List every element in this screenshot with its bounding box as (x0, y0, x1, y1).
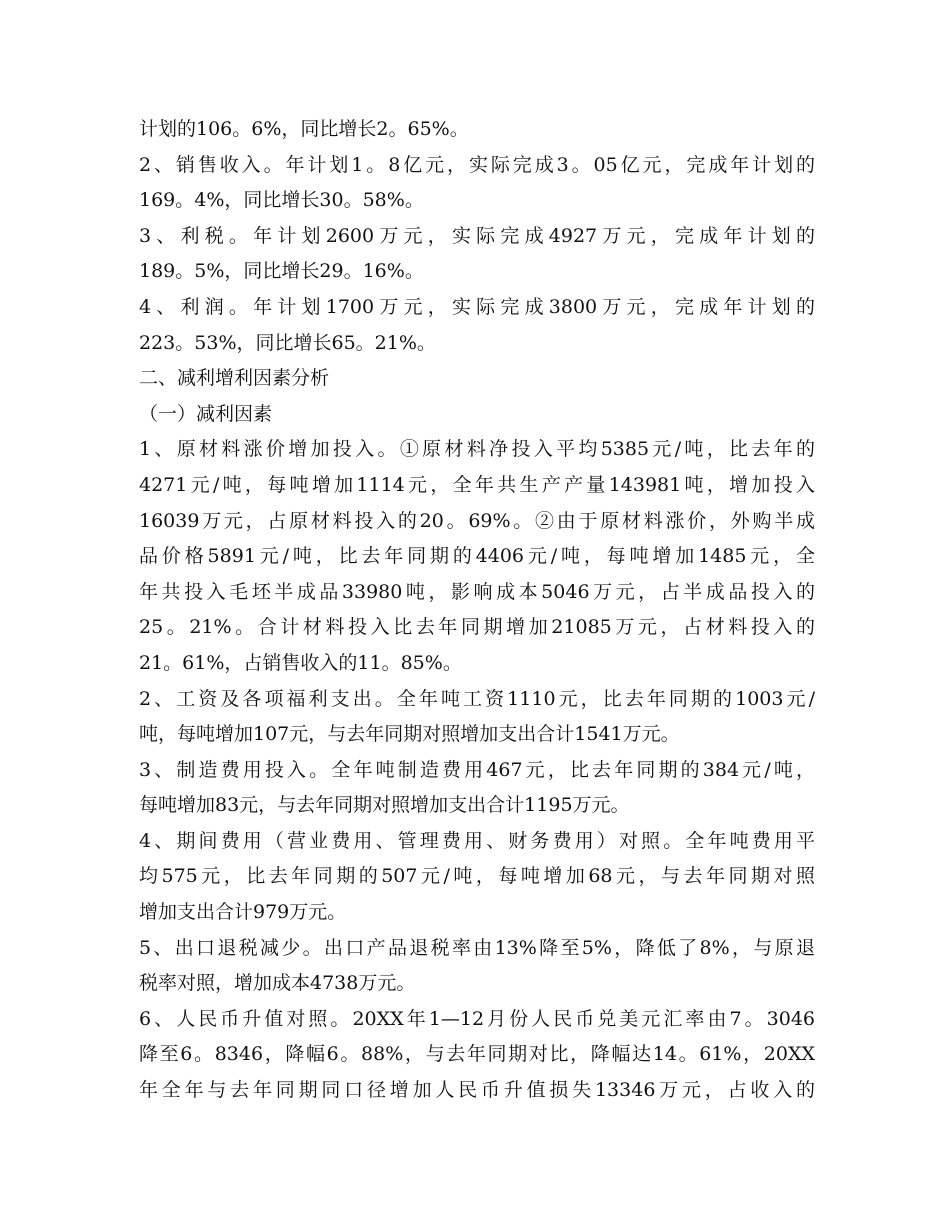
text-line: 计划的106。6%，同比增长2。65%。 (139, 118, 469, 140)
text-line: 降至6。8346，降幅6。88%，与去年同期对比，降幅达14。61%，20XX (139, 1043, 815, 1066)
text-line: 1、原材料涨价增加投入。①原材料净投入平均5385元/吨，比去年的 (139, 438, 815, 461)
text-line: 每吨增加83元，与去年同期对照增加支出合计1195万元。 (139, 794, 630, 817)
text-line: 169。4%，同比增长30。58%。 (139, 189, 424, 212)
text-line: 2、销售收入。年计划1。8亿元，实际完成3。05亿元，完成年计划的 (139, 153, 815, 176)
text-line: 4、利润。年计划1700万元，实际完成3800万元，完成年计划的 (139, 295, 815, 318)
text-line: 二、减利增利因素分析 (139, 367, 330, 390)
text-line: 189。5%，同比增长29。16%。 (139, 260, 424, 283)
text-line: 6、人民币升值对照。20XX年1—12月份人民币兑美元汇率由7。3046 (139, 1007, 815, 1030)
text-line: 5、出口退税减少。出口产品退税率由13%降至5%，降低了8%，与原退 (139, 936, 815, 959)
text-line: 吨，每吨增加107元，与去年同期对照增加支出合计1541万元。 (139, 723, 680, 746)
document-page (139, 112, 815, 1109)
text-line: 增加支出合计979万元。 (139, 901, 347, 924)
text-line: 21。61%，占销售收入的11。85%。 (139, 651, 462, 674)
text-line: 4271元/吨，每吨增加1114元，全年共生产产量143981吨，增加投入 (139, 473, 815, 496)
text-line: 16039万元，占原材料投入的20。69%。②由于原材料涨价，外购半成 (139, 509, 815, 532)
text-line: 均575元，比去年同期的507元/吨，每吨增加68元，与去年同期对照 (139, 865, 815, 888)
text-line: 年共投入毛坯半成品33980吨，影响成本5046万元，占半成品投入的 (139, 580, 815, 603)
text-line: 品价格5891元/吨，比去年同期的4406元/吨，每吨增加1485元，全 (139, 545, 815, 568)
text-line: 223。53%，同比增长65。21%。 (139, 331, 436, 354)
text-line: 4、期间费用（营业费用、管理费用、财务费用）对照。全年吨费用平 (139, 829, 815, 852)
text-line: 3、制造费用投入。全年吨制造费用467元，比去年同期的384元/吨， (139, 758, 815, 781)
text-line: 3、利税。年计划2600万元，实际完成4927万元，完成年计划的 (139, 224, 815, 247)
text-line: （一）减利因素 (139, 402, 273, 425)
text-line: 25。21%。合计材料投入比去年同期增加21085万元，占材料投入的 (139, 616, 815, 639)
text-line: 税率对照，增加成本4738万元。 (139, 972, 416, 995)
text-line: 年全年与去年同期同口径增加人民币升值损失13346万元，占收入的 (139, 1079, 815, 1102)
text-line: 2、工资及各项福利支出。全年吨工资1110元，比去年同期的1003元/ (139, 687, 815, 710)
